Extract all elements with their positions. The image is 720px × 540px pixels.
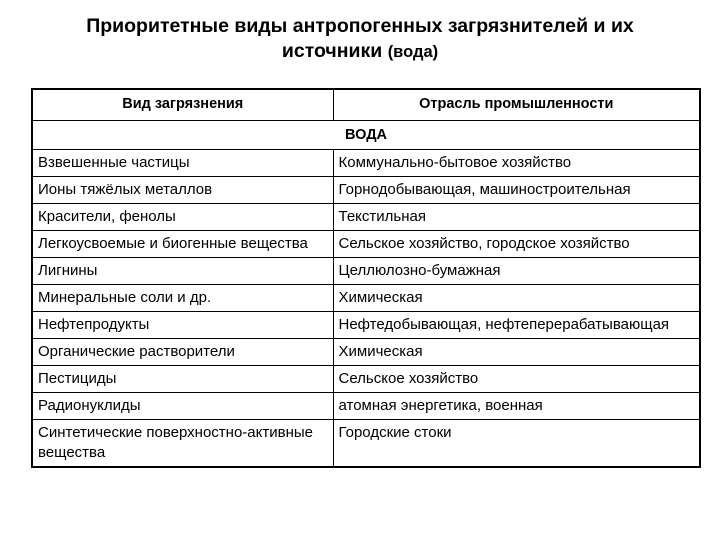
title-line-2-main: источники (281, 40, 383, 62)
pollutants-table (31, 88, 701, 468)
table-row (32, 312, 700, 339)
pollution-type-cell: Ионы тяжёлых металлов (32, 177, 333, 204)
industry-cell: Химическая (333, 285, 700, 312)
table-row (32, 258, 700, 285)
industry-cell: Текстильная (333, 204, 700, 231)
pollution-type-cell: Легкоусвоемые и биогенные вещества (32, 231, 333, 258)
title-line-1: Приоритетные виды антропогенных загрязнителей и их (86, 15, 634, 37)
section-row (32, 121, 700, 150)
table-row (32, 285, 700, 312)
header-pollution-type: Вид загрязнения (32, 89, 333, 121)
table-row (32, 177, 700, 204)
industry-cell: Горнодобывающая, машиностроительная (333, 177, 700, 204)
table-row (32, 204, 700, 231)
table-row (32, 231, 700, 258)
pollution-type-cell: Синтетические поверхностно-активные вещества (32, 420, 333, 468)
page-title (0, 14, 720, 65)
table-row (32, 366, 700, 393)
header-row (32, 89, 700, 121)
industry-cell: Сельское хозяйство (333, 366, 700, 393)
table-row (32, 339, 700, 366)
table-row (32, 393, 700, 420)
pollution-type-cell: Органические растворители (32, 339, 333, 366)
industry-cell: Нефтедобывающая, нефтеперерабатывающая (333, 312, 700, 339)
pollution-type-cell: Красители, фенолы (32, 204, 333, 231)
industry-cell: Химическая (333, 339, 700, 366)
pollution-type-cell: Лигнины (32, 258, 333, 285)
pollution-type-cell: Нефтепродукты (32, 312, 333, 339)
pollution-type-cell: Взвешенные частицы (32, 150, 333, 177)
header-industry: Отрасль промышленности (333, 89, 700, 121)
pollution-type-cell: Минеральные соли и др. (32, 285, 333, 312)
table-row (32, 150, 700, 177)
industry-cell: Городские стоки (333, 420, 700, 468)
pollution-type-cell: Пестициды (32, 366, 333, 393)
industry-cell: Сельское хозяйство, городское хозяйство (333, 231, 700, 258)
pollution-type-cell: Радионуклиды (32, 393, 333, 420)
industry-cell: Коммунально-бытовое хозяйство (333, 150, 700, 177)
title-line-2-paren: (вода) (387, 43, 439, 61)
section-water: ВОДА (32, 121, 700, 150)
title-line-2 (0, 39, 720, 65)
industry-cell: атомная энергетика, военная (333, 393, 700, 420)
industry-cell: Целлюлозно-бумажная (333, 258, 700, 285)
table-row (32, 420, 700, 468)
